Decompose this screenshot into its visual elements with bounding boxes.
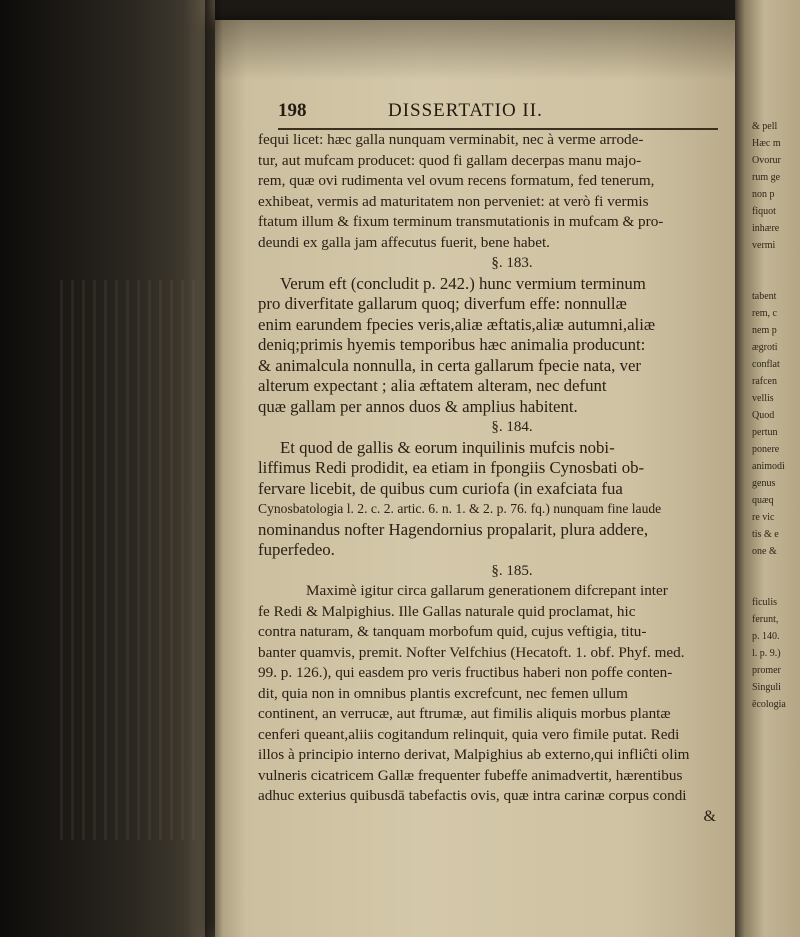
page-number: 198: [278, 100, 307, 121]
text-line: nominandus nofter Hagendornius propalarit, plura addere,: [258, 519, 649, 539]
spine-shadow: [205, 0, 223, 937]
next-page-fragment: conflat: [752, 359, 780, 370]
running-title: DISSERTATIO II.: [388, 100, 543, 121]
next-page-fragment: Quod: [752, 410, 775, 421]
next-page-fragment: pertun: [752, 427, 778, 438]
next-page-fragment: non p: [752, 189, 775, 200]
text-line: illos à principio interno derivat, Malpighius ab externo,qui infliĉti olim: [258, 746, 690, 763]
text-line: enim earundem fpecies veris,aliæ æftatis,aliæ autumni,aliæ: [258, 314, 656, 334]
next-page-fragment: tabent: [752, 291, 777, 302]
text-line: ftatum illum & fixum terminum transmutationis in mufcam & pro-: [258, 213, 664, 230]
section-heading: §. 183.: [491, 255, 533, 271]
running-header: [278, 100, 718, 126]
next-page-fragment: rem, c: [752, 308, 777, 319]
page-shadow: [215, 20, 735, 80]
next-page-fragment: & pell: [752, 121, 778, 132]
text-line: vulneris cicatricem Gallæ frequenter fubeffe animadvertit, hærentibus: [258, 766, 683, 784]
text-line: fervare licebit, de quibus cum curiofa (in exafciata fua: [258, 478, 623, 498]
next-page-fragment: quæq: [752, 495, 774, 506]
next-page-fragments: [752, 118, 800, 713]
text-line: quæ gallam per annos duos & amplius habitent.: [258, 396, 578, 416]
text-line: pro diverfitate gallarum quoq; diverfum effe: nonnullæ: [258, 294, 627, 313]
text-line: & animalcula nonnulla, in certa gallarum fpecie nata, ver: [258, 355, 642, 375]
next-page-fragment: one &: [752, 546, 777, 557]
body-text: [258, 130, 736, 827]
next-page-fragment: [752, 577, 800, 594]
next-page-fragment: rafcen: [752, 376, 777, 387]
next-page-fragment: vermi: [752, 240, 776, 251]
text-line: rem, quæ ovi rudimenta vel ovum recens formatum, fed tenerum,: [258, 172, 655, 189]
text-line: cenferi queant,aliis cogitandum relinquit, quia vero fimile putat. Redi: [258, 725, 680, 743]
next-page-fragment: nem p: [752, 325, 777, 336]
next-page-fragment: l. p. 9.): [752, 648, 781, 659]
next-page-fragment: [752, 560, 800, 577]
text-line: deniq;primis hyemis temporibus hæc animalia producunt:: [258, 335, 646, 354]
section-heading: §. 184.: [491, 419, 533, 435]
text-line: banter quamvis, premit. Nofter Velfchius (Hecatoft. 1. obf. Phyf. med.: [258, 643, 685, 661]
next-page-fragment: inhære: [752, 223, 780, 234]
text-line: Cynosbatologia l. 2. c. 2. artic. 6. n. 1. & 2. p. 76. fq.) nunquam fine laude: [258, 501, 662, 516]
text-line: deundi ex galla jam affecutus fuerit, bene habet.: [258, 233, 550, 251]
text-line: liffimus Redi prodidit, ea etiam in fpongiis Cynosbati ob-: [258, 458, 645, 477]
text-line: contra naturam, & tanquam morbofum quid, cujus veftigia, titu-: [258, 623, 647, 640]
text-line: tur, aut mufcam producet: quod fi gallam decerpas manu majo-: [258, 151, 642, 169]
next-page-fragment: [752, 271, 800, 288]
text-line: &: [703, 807, 716, 825]
next-page-fragment: ægroti: [752, 342, 778, 353]
text-line: fe Redi & Malpighius. Ille Gallas naturale quid proclamat, hic: [258, 602, 636, 620]
next-page-fragment: genus: [752, 478, 776, 489]
text-line: alterum expectant ; alia æftatem alteram, nec defunt: [258, 376, 607, 395]
next-page-fragment: fiquot: [752, 206, 776, 217]
text-line: exhibeat, vermis ad maturitatem non perveniet: at verò fi vermis: [258, 192, 649, 210]
text-line: fuperfedeo.: [258, 540, 335, 559]
page-edges: [60, 280, 210, 840]
next-page-fragment: Singuli: [752, 682, 781, 693]
text-line: fequi licet: hæc galla nunquam verminabit, nec à verme arrode-: [258, 131, 644, 148]
text-line: Verum eft (concludit p. 242.) hunc vermium terminum: [280, 273, 646, 293]
text-line: adhuc exterius quibusdā tabefactis ovis, quæ intra carinæ corpus condi: [258, 787, 687, 804]
next-page-fragment: promer: [752, 665, 781, 676]
next-page-fragment: [752, 254, 800, 271]
text-line: Et quod de gallis & eorum inquilinis mufcis nobi-: [280, 437, 615, 457]
next-page-fragment: ponere: [752, 444, 780, 455]
text-line: continent, an verrucæ, aut ftrumæ, aut fimilis aliquis morbus plantæ: [258, 705, 671, 722]
next-page-fragment: p. 140.: [752, 631, 780, 642]
next-page-fragment: ferunt,: [752, 614, 779, 625]
next-page-fragment: Ovorur: [752, 155, 781, 166]
text-line: dit, quia non in omnibus plantis excrefcunt, nec femen ullum: [258, 684, 628, 702]
text-line: 99. p. 126.), qui easdem pro veris fructibus haberi non poffe conten-: [258, 664, 673, 681]
next-page-fragment: re vic: [752, 512, 775, 523]
next-page-fragment: tis & e: [752, 529, 779, 540]
next-page-fragment: vellis: [752, 393, 774, 404]
section-heading: §. 185.: [491, 562, 533, 579]
next-page-fragment: ficulis: [752, 597, 777, 608]
next-page-fragment: Hæc m: [752, 138, 781, 149]
next-page-fragment: animodi: [752, 461, 785, 472]
text-line: Maximè igitur circa gallarum generationem difcrepant inter: [306, 582, 668, 599]
next-page-fragment: ēcologia: [752, 699, 786, 710]
next-page-fragment: rum ge: [752, 172, 781, 183]
